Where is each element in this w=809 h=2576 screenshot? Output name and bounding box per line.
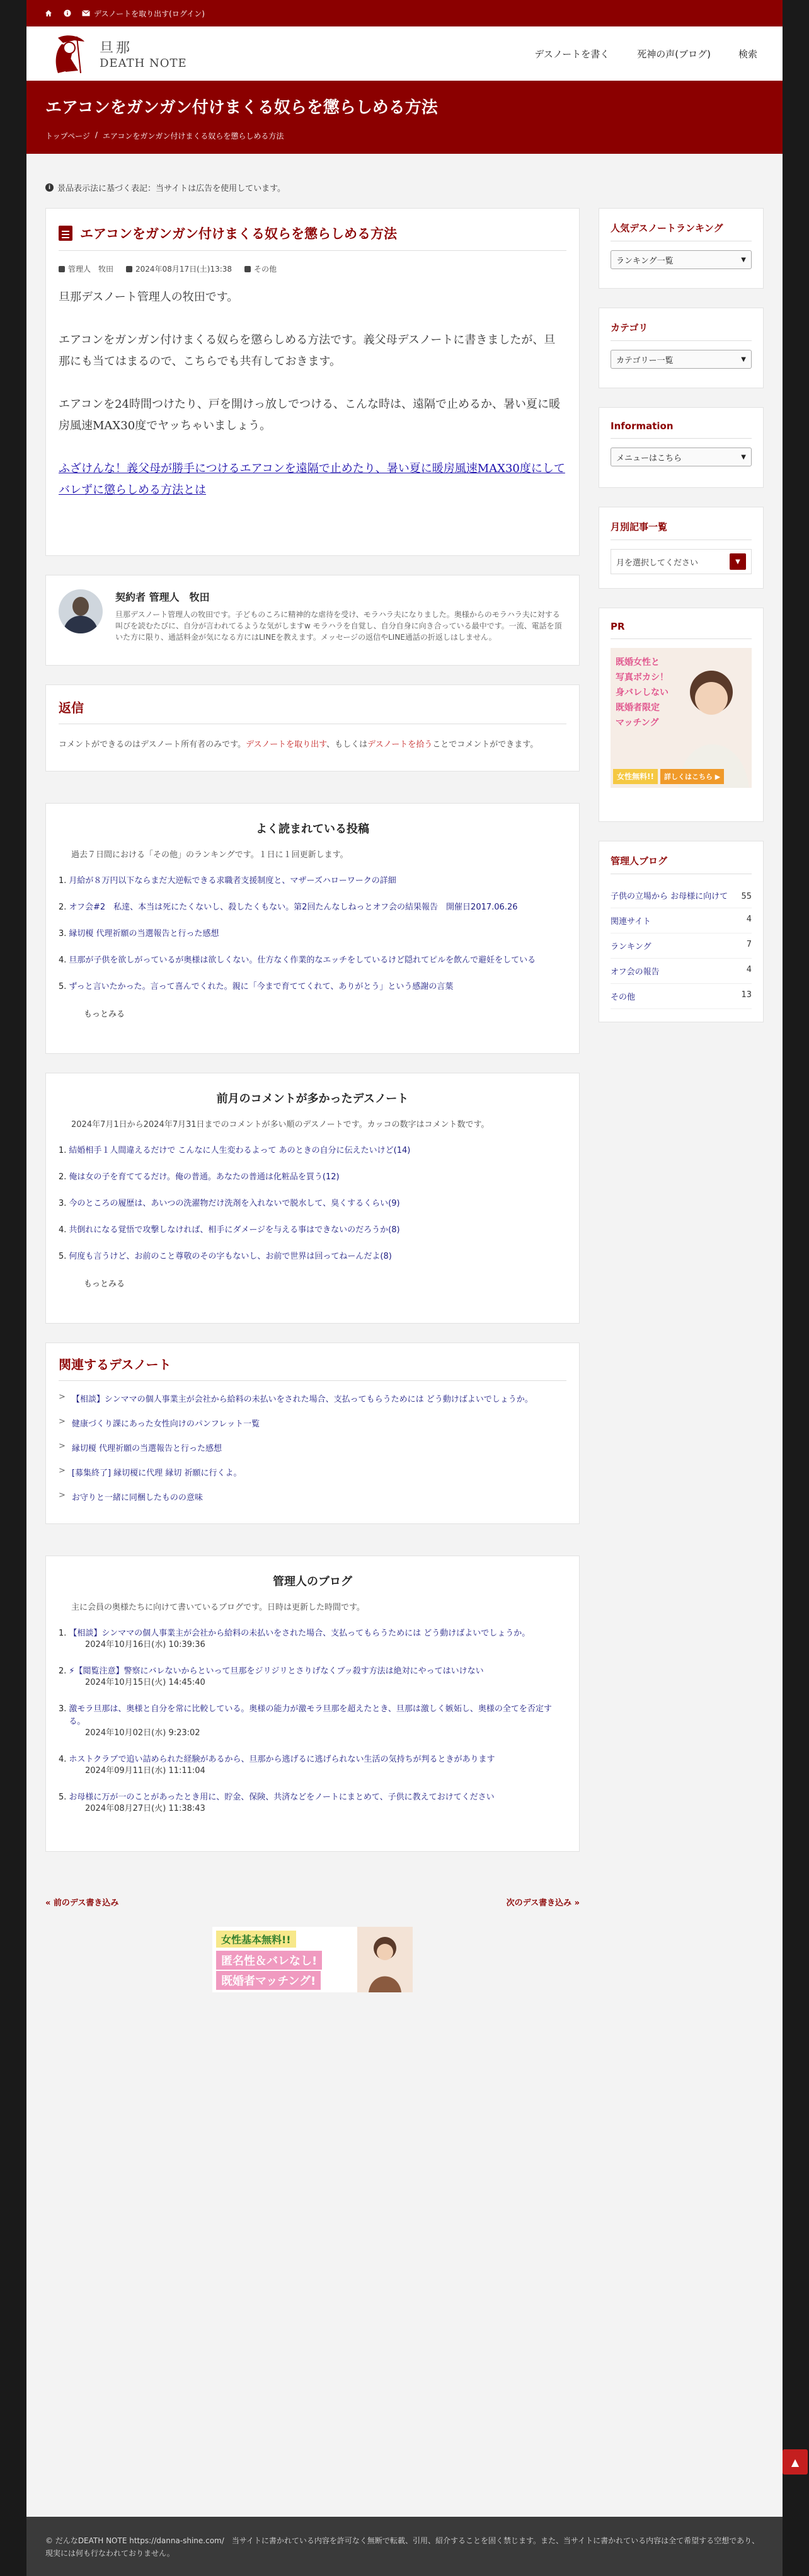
info-circle-icon: i	[45, 183, 54, 192]
article-paragraph: エアコンを24時間つけたり、戸を開けっ放しでつける、こんな時は、遠隔で止めるか、暑い夏に暖房風速MAX30度でヤッちゃいましょう。	[59, 398, 560, 432]
article-paragraph: エアコンをガンガン付けまくる奴らを懲らしめる方法です。義父母デスノートに書きましたが、旦那にも当てはまるので、こちらでも共有しておきます。	[59, 333, 556, 368]
login-link-label: デスノートを取り出す(ログイン)	[94, 9, 205, 18]
pr-line: マッチング	[616, 718, 659, 728]
breadcrumb	[45, 130, 764, 141]
monthly-select[interactable]: 月を選択してください ▼	[611, 549, 752, 574]
article-author[interactable]: 管理人 牧田	[68, 265, 114, 274]
list-item: 1. 月給が８万円以下ならまだ大逆転できる求職者支援制度と、マザーズハローワークの詳細	[59, 875, 566, 887]
banner-line-3: 既婚者マッチング!	[216, 1971, 321, 1990]
site-wrapper	[26, 0, 783, 2576]
user-icon	[59, 266, 65, 272]
popular-link[interactable]: ずっと言いたかった。言って喜んでくれた。親に「今まで育ててくれて、ありがとう」という感謝の言葉	[69, 982, 454, 991]
ranking-widget	[599, 208, 764, 289]
admin-blog-lead: 主に会員の奥様たちに向けて書いているブログです。日時は更新した時間です。	[71, 1603, 365, 1612]
chevron-down-icon[interactable]: ▼	[730, 553, 746, 570]
info-icon[interactable]	[63, 9, 72, 18]
article-category[interactable]: その他	[254, 265, 277, 274]
login-link-inline[interactable]: デスノートを取り出す	[246, 740, 327, 749]
post-pager	[45, 1896, 580, 1908]
chevron-up-icon: ▲	[791, 2456, 800, 2468]
list-item: 5. ずっと言いたかった。言って喜んでくれた。親に「今まで育ててくれて、ありがとう」という感謝の言葉	[59, 981, 566, 993]
document-icon	[59, 226, 72, 241]
information-widget-title: Information	[611, 420, 752, 439]
article-date: 2024年08月17日(土)13:38	[135, 265, 232, 274]
nav-search[interactable]: 検索	[738, 48, 757, 60]
related-link[interactable]: 縁切榎 代理祈願の当選報告と行った感想	[71, 1444, 222, 1453]
list-item[interactable]	[611, 984, 752, 1009]
popular-link[interactable]: 月給が８万円以下ならまだ大逆転できる求職者支援制度と、マザーズハローワークの詳細	[69, 876, 396, 886]
admin-blog-title: 管理人のブログ	[273, 1575, 352, 1588]
ad-banner[interactable]	[212, 1927, 413, 1992]
reaper-logo-icon	[49, 32, 93, 76]
list-item: 3. 縁切榎 代理祈願の当選報告と行った感想	[59, 928, 566, 940]
list-item: 4. 共倒れになる覚悟で攻撃しなければ、相手にダメージを与える事はできないのだろうか(8)	[59, 1224, 566, 1237]
blog-link[interactable]: 激モラ旦那は、奥様と自分を常に比較している。奥様の能力が激モラ旦那を超えたとき、旦那は激しく嫉妬し、奥様の全てを否定する。	[69, 1704, 552, 1726]
list-item: 2. ⚡【閲覧注意】警察にバレないからといって旦那をジリジリとさりげなくブッ殺す方法は絶対にやってはいけない 2024年10月15日(火) 14:45:40	[59, 1665, 566, 1689]
pr-line: 身バレしない	[616, 688, 668, 698]
blog-category-count: 4	[746, 965, 752, 974]
chevron-down-icon: ▼	[741, 453, 746, 461]
author-bio: 旦那デスノート管理人の牧田です。子どものころに精神的な虐待を受け、モラハラ夫になりました。奥様からのモラハラ夫に対する叫びを読むたびに、自分が言われてるような気がしますw モラハラを自覚し、自分自身に向き合っている最中です。一流、電話を頂いた方に限り、通話料金が気になる方にはLINEを教えます。メッセージの返信やLINE通話の折返しはしません。	[115, 610, 562, 642]
pr-widget	[599, 608, 764, 822]
site-header	[26, 26, 783, 81]
article-card	[45, 208, 580, 556]
popular-title: よく読まれている投稿	[256, 823, 369, 836]
comment-ranking-link[interactable]: 何度も言うけど、お前のこと尊敬のその字もないし、お前で世界は回ってねーんだよ(8)	[69, 1252, 392, 1261]
related-link[interactable]: 【相談】シンママの個人事業主が会社から給料の未払いをされた場合、支払ってもらうためには どう動けばよいでしょうか。	[71, 1395, 533, 1404]
list-item: 2. オフ会#2 私達、本当は死にたくないし、殺したくもない。第2回たんなしねっとオフ会の結果報告 開催日2017.06.26	[59, 901, 566, 914]
monthly-widget	[599, 507, 764, 589]
blog-date: 2024年08月27日(火) 11:38:43	[85, 1804, 205, 1813]
article-meta	[59, 263, 566, 274]
related-notes	[45, 1343, 580, 1524]
logo-text-en: DEATH NOTE	[100, 57, 187, 70]
list-item[interactable]	[611, 883, 752, 908]
chevron-down-icon: ▼	[741, 256, 746, 263]
chevron-down-icon: ▼	[741, 355, 746, 363]
reply-notice: コメントができるのはデスノート所有者のみです。デスノートを取り出す、もしくはデスノートを拾うことでコメントができます。	[59, 740, 539, 749]
main-nav	[534, 47, 757, 61]
related-link[interactable]: お守りと一緒に同梱したものの意味	[71, 1493, 203, 1503]
login-link[interactable]	[82, 8, 205, 19]
envelope-icon	[82, 10, 90, 16]
sidebar	[599, 208, 764, 1041]
page-title: エアコンをガンガン付けまくる奴らを懲らしめる方法	[45, 98, 438, 117]
list-item[interactable]: > [募集終了] 縁切榎に代理 縁切 祈願に行くよ。	[59, 1466, 242, 1478]
banner-line-1: 女性基本無料!!	[216, 1931, 296, 1948]
pr-banner[interactable]	[611, 648, 752, 788]
breadcrumb-separator: /	[95, 130, 98, 139]
blog-category-label[interactable]: 子供の立場から お母様に向けて	[611, 892, 728, 901]
article-related-link[interactable]: ふざけんな！義父母が勝手につけるエアコンを遠隔で止めたり、暑い夏に暖房風速MAX30度にしてバレずに懲らしめる方法とは	[59, 462, 565, 497]
site-footer	[26, 2517, 783, 2576]
reply-title: 返信	[59, 698, 566, 724]
register-link-inline[interactable]: デスノートを拾う	[367, 740, 433, 749]
article-paragraph: 旦那デスノート管理人の牧田です。	[59, 291, 239, 304]
blog-link[interactable]: お母様に万が一のことがあったとき用に、貯金、保険、共済などをノートにまとめて、子供に教えておけてください	[69, 1793, 495, 1802]
blog-category-count: 13	[741, 990, 752, 1000]
category-widget-title: カテゴリ	[611, 321, 752, 341]
blog-category-label[interactable]: ランキング	[611, 942, 651, 952]
article-body	[59, 287, 566, 501]
admin-blog	[45, 1556, 580, 1852]
comment-ranking-title: 前月のコメントが多かったデスノート	[216, 1092, 409, 1106]
comment-ranking-more-link[interactable]: もっとみる	[84, 1279, 125, 1289]
list-item: 1. 結婚相手１人間違えるだけで こんなに人生変わるよって あのときの自分に伝えたいけど(14)	[59, 1145, 566, 1157]
nav-blog[interactable]: 死神の声(ブログ)	[637, 48, 711, 60]
popular-lead: 過去７日間における「その他」のランキングです。１日に１回更新します。	[71, 850, 348, 860]
blog-category-label[interactable]: その他	[611, 993, 636, 1002]
list-item: 5. お母様に万が一のことがあったとき用に、貯金、保険、共済などをノートにまとめて、子供に教えておけてください 2024年08月27日(火) 11:38:43	[59, 1791, 566, 1815]
list-item: 5. 何度も言うけど、お前のこと尊敬のその字もないし、お前で世界は回ってねーんだよ(8)	[59, 1250, 566, 1263]
comment-ranking-link[interactable]: 今のところの履歴は、あいつの洗濯物だけ洗剤を入れないで脱水して、臭くするくらい(9)	[69, 1199, 400, 1208]
popular-posts	[45, 803, 580, 1054]
folder-icon	[244, 266, 251, 272]
blog-category-count: 7	[746, 940, 752, 949]
scroll-to-top-button[interactable]	[783, 2449, 808, 2475]
monthly-widget-title: 月別記事一覧	[611, 520, 752, 540]
related-link[interactable]: [募集終了] 縁切榎に代理 縁切 祈願に行くよ。	[71, 1469, 242, 1478]
list-item[interactable]: > 縁切榎 代理祈願の当選報告と行った感想	[59, 1441, 222, 1453]
list-item[interactable]: > 【相談】シンママの個人事業主が会社から給料の未払いをされた場合、支払ってもらうためには どう動けばよいでしょうか。	[59, 1392, 533, 1404]
comment-ranking-lead: 2024年7月1日から2024年7月31日までのコメントが多い順のデスノートです。カッコの数字はコメント数です。	[71, 1120, 490, 1129]
category-widget	[599, 308, 764, 388]
blog-category-count: 4	[746, 915, 752, 924]
pr-line: 写真ボカシ！	[616, 673, 668, 683]
comment-ranking	[45, 1073, 580, 1324]
blog-date: 2024年09月11日(水) 11:11:04	[85, 1766, 205, 1776]
author-box	[45, 575, 580, 666]
blog-date: 2024年10月02日(水) 9:23:02	[85, 1728, 200, 1738]
home-icon[interactable]	[44, 9, 53, 18]
list-item[interactable]: > 健康づくり課にあった女性向けのパンフレット一覧	[59, 1417, 260, 1429]
blog-category-label[interactable]: オフ会の報告	[611, 967, 660, 977]
popular-link[interactable]: 縁切榎 代理祈願の当選報告と行った感想	[69, 929, 219, 939]
blog-category-count: 55	[741, 892, 752, 901]
reply-section	[45, 684, 580, 771]
list-item: 3. 今のところの履歴は、あいつの洗濯物だけ洗剤を入れないで脱水して、臭くするくらい(9)	[59, 1198, 566, 1210]
blog-link[interactable]: ⚡【閲覧注意】警察にバレないからといって旦那をジリジリとさりげなくブッ殺す方法は絶対にやってはいけない	[69, 1666, 484, 1676]
related-link[interactable]: 健康づくり課にあった女性向けのパンフレット一覧	[71, 1419, 260, 1429]
blog-link[interactable]: ホストクラブで追い詰められた経験があるから、旦那から逃げるに逃げられない生活の気持ちが判るときがあります	[69, 1755, 495, 1764]
popular-more-link[interactable]: もっとみる	[84, 1010, 125, 1019]
list-item[interactable]: > お守りと一緒に同梱したものの意味	[59, 1491, 203, 1503]
logo-text-jp: 旦那	[100, 40, 133, 56]
pr-line: 既婚者限定	[616, 703, 660, 713]
list-item[interactable]	[611, 933, 752, 959]
ranking-widget-title: 人気デスノートランキング	[611, 221, 752, 241]
comment-ranking-link[interactable]: 俺は女の子を育ててるだけ。俺の普通。あなたの普通は化粧品を買う(12)	[69, 1172, 340, 1182]
information-widget	[599, 407, 764, 488]
popular-link[interactable]: 旦那が子供を欲しがっているが奥様は欲しくない。仕方なく作業的なエッチをしているけど隠れてピルを飲んで避妊をしている	[69, 956, 536, 965]
author-avatar	[59, 589, 103, 633]
blog-category-label[interactable]: 関連サイト	[611, 917, 651, 927]
list-item: 4. 旦那が子供を欲しがっているが奥様は欲しくない。仕方なく作業的なエッチをしているけど隠れてピルを飲んで避妊をしている	[59, 954, 566, 967]
list-item: 3. 激モラ旦那は、奥様と自分を常に比較している。奥様の能力が激モラ旦那を超えたとき、旦那は激しく嫉妬し、奥様の全てを否定する。 2024年10月02日(水) 9:23:02	[59, 1703, 566, 1740]
author-name: 契約者 管理人 牧田	[115, 591, 210, 603]
pr-details-button[interactable]: 詳しくはこちら ▶	[660, 769, 724, 784]
popular-link[interactable]: オフ会#2 私達、本当は死にたくないし、殺したくもない。第2回たんなしねっとオフ会の結果報告 開催日2017.06.26	[69, 903, 518, 912]
title-band	[26, 81, 783, 154]
comment-ranking-link[interactable]: 共倒れになる覚悟で攻撃しなければ、相手にダメージを与える事はできないのだろうか(8)	[69, 1225, 400, 1235]
site-logo[interactable]	[49, 32, 187, 76]
admin-blog-widget-title: 管理人ブログ	[611, 854, 752, 874]
list-item: 2. 俺は女の子を育ててるだけ。俺の普通。あなたの普通は化粧品を買う(12)	[59, 1171, 566, 1184]
comment-ranking-link[interactable]: 結婚相手１人間違えるだけで こんなに人生変わるよって あのときの自分に伝えたいけど(14)	[69, 1146, 411, 1155]
category-select[interactable]: カテゴリー一覧 ▼	[611, 350, 752, 369]
breadcrumb-current: エアコンをガンガン付けまくる奴らを懲らしめる方法	[102, 132, 284, 141]
blog-link[interactable]: 【相談】シンママの個人事業主が会社から給料の未払いをされた場合、支払ってもらうためには どう動けばよいでしょうか。	[69, 1629, 531, 1638]
list-item: 1. 【相談】シンママの個人事業主が会社から給料の未払いをされた場合、支払ってもらうためには どう動けばよいでしょうか。 2024年10月16日(水) 10:39:36	[59, 1627, 566, 1651]
ad-notice-text: 景品表示法に基づく表記：当サイトは広告を使用しています。	[57, 184, 286, 193]
information-select[interactable]: メニューはこちら ▼	[611, 448, 752, 466]
calendar-icon	[126, 266, 132, 272]
list-item[interactable]	[611, 908, 752, 933]
pr-line: 既婚女性と	[616, 657, 660, 667]
prev-post-link[interactable]: « 前のデス書き込み	[45, 1898, 119, 1908]
pr-widget-title: PR	[611, 621, 752, 639]
breadcrumb-home[interactable]: トップページ	[45, 132, 90, 141]
nav-write-note[interactable]: デスノートを書く	[534, 48, 610, 60]
pr-free-badge: 女性無料!!	[613, 769, 658, 784]
related-title: 関連するデスノート	[59, 1354, 566, 1381]
blog-date: 2024年10月16日(水) 10:39:36	[85, 1640, 205, 1649]
top-bar	[26, 0, 783, 26]
admin-blog-widget	[599, 841, 764, 1022]
next-post-link[interactable]: 次のデス書き込み »	[506, 1898, 580, 1908]
list-item: 4. ホストクラブで追い詰められた経験があるから、旦那から逃げるに逃げられない生活の気持ちが判るときがあります 2024年09月11日(水) 11:11:04	[59, 1753, 566, 1777]
right-margin	[783, 0, 809, 2576]
banner-line-2: 匿名性＆バレなし!	[216, 1951, 322, 1970]
ad-notice	[45, 182, 285, 193]
list-item[interactable]	[611, 959, 752, 984]
main-column	[45, 208, 580, 1992]
left-margin	[0, 0, 26, 2576]
ranking-select[interactable]: ランキング一覧 ▼	[611, 250, 752, 269]
blog-date: 2024年10月15日(火) 14:45:40	[85, 1678, 205, 1687]
article-title: エアコンをガンガン付けまくる奴らを懲らしめる方法	[80, 226, 397, 241]
footer-text: © だんなDEATH NOTE https://danna-shine.com/ 当サイトに書かれている内容を許可なく無断で転載、引用、紹介することを固く禁じます。また、当サイトに書かれている内容は全て希望する空想であり、現実には何も行なわれておりません。	[45, 2536, 760, 2558]
